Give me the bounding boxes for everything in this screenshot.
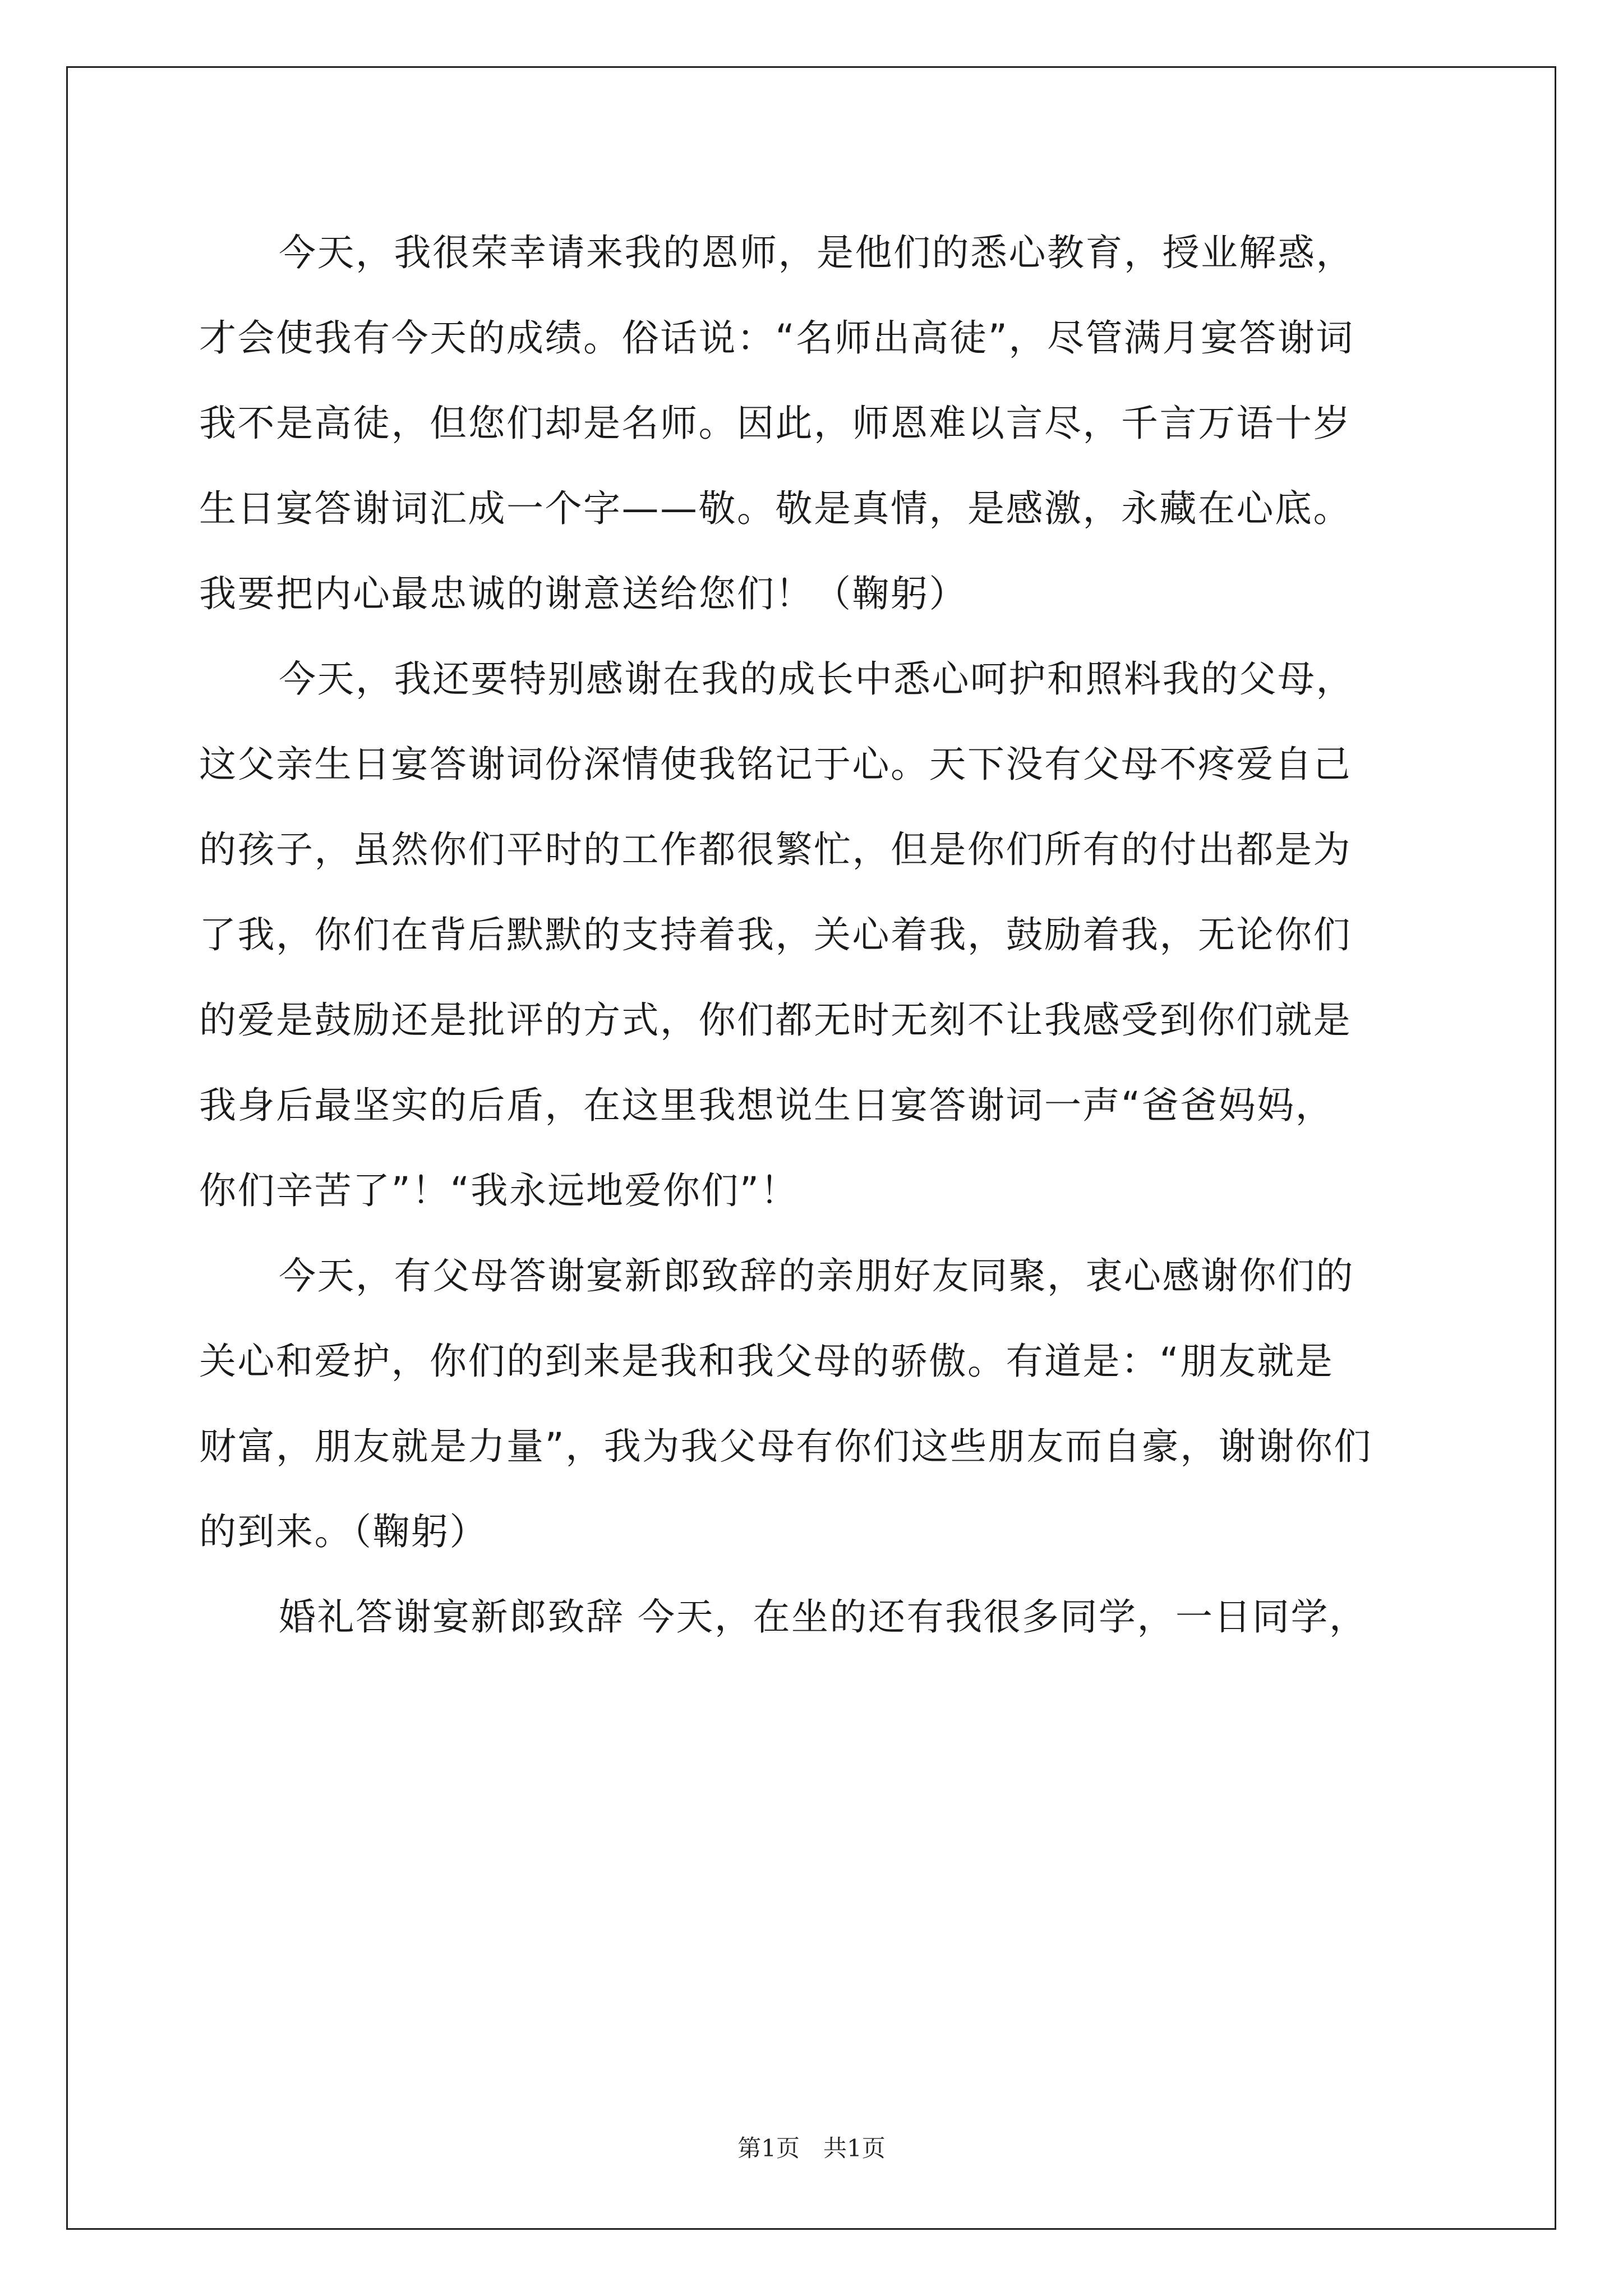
paragraph-line: 你们辛苦了”！“我永远地爱你们”！ <box>199 1169 799 1212</box>
paragraph-line: 我要把内心最忠诚的谢意送给您们！（鞠躬） <box>199 572 967 615</box>
page-footer: 第1页 共1页 <box>737 2134 886 2162</box>
paragraph-line: 这父亲生日宴答谢词份深情使我铭记于心。天下没有父母不疼爱自己 <box>199 743 1352 786</box>
paragraph-line: 的爱是鼓励还是批评的方式，你们都无时无刻不让我感受到你们就是 <box>199 999 1352 1042</box>
paragraph-line: 婚礼答谢宴新郎致辞 今天，在坐的还有我很多同学，一日同学， <box>279 1595 1368 1639</box>
paragraph-line: 财富，朋友就是力量”，我为我父母有你们这些朋友而自豪，谢谢你们 <box>199 1425 1372 1468</box>
paragraph-line: 我不是高徒，但您们却是名师。因此，师恩难以言尽，千言万语十岁 <box>199 402 1352 445</box>
paragraph-line: 今天，有父母答谢宴新郎致辞的亲朋好友同聚，衷心感谢你们的 <box>279 1254 1354 1297</box>
paragraph-line: 今天，我很荣幸请来我的恩师，是他们的悉心教育，授业解惑， <box>279 231 1354 274</box>
paragraph-line: 我身后最坚实的后盾，在这里我想说生日宴答谢词一声“爸爸妈妈， <box>199 1084 1334 1127</box>
paragraph-line: 才会使我有今天的成绩。俗话说：“名师出高徒”，尽管满月宴答谢词 <box>199 316 1354 360</box>
paragraph-line: 关心和爱护，你们的到来是我和我父母的骄傲。有道是：“朋友就是 <box>199 1340 1334 1383</box>
document-body <box>199 210 1444 1660</box>
paragraph-line: 生日宴答谢词汇成一个字——敬。敬是真情，是感激，永藏在心底。 <box>199 487 1352 530</box>
paragraph-line: 了我，你们在背后默默的支持着我，关心着我，鼓励着我，无论你们 <box>199 913 1352 956</box>
paragraph-line: 的孩子，虽然你们平时的工作都很繁忙，但是你们所有的付出都是为 <box>199 828 1352 871</box>
paragraph-line: 今天，我还要特别感谢在我的成长中悉心呵护和照料我的父母， <box>279 657 1354 701</box>
paragraph-line: 的到来。（鞠躬） <box>199 1510 488 1553</box>
